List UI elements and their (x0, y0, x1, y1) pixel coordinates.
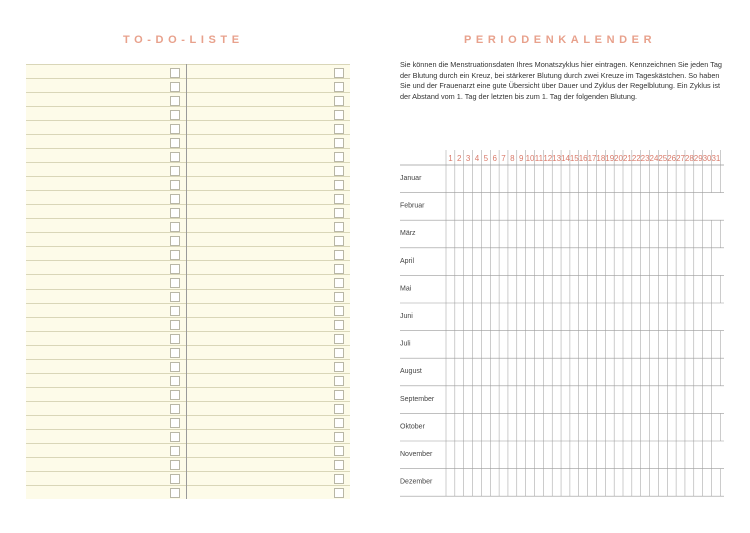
day-number-label: 12 (543, 154, 553, 163)
month-label: August (400, 368, 422, 376)
day-number-label: 23 (640, 154, 650, 163)
day-number-label: 4 (474, 154, 480, 163)
day-number-label: 5 (483, 154, 489, 163)
month-label: März (400, 230, 416, 238)
day-number-label: 6 (492, 154, 497, 163)
day-number-label: 2 (457, 154, 462, 163)
month-label: Mai (400, 285, 412, 293)
day-number-label: 17 (587, 154, 597, 163)
month-label: September (400, 395, 435, 403)
month-label: Dezember (400, 478, 433, 486)
period-calendar-instructions: Sie können die Menstruationsdaten Ihres Monatszyklus hier eintragen. Kennzeichnen Sie jeden Tag der Blutung durch ein Kreuz, bei stärkerer Blutung durch zwei Kreuze im Tageskästchen. So haben Sie und der Frauenarzt eine gute Übersicht über Dauer und Zyklus der Regelblutung. Ein Zyklus ist der Abstand vom 1. Tag der letzten bis zum 1. Tag der folgenden Blutung. (400, 60, 722, 101)
day-number-label: 18 (596, 154, 606, 163)
day-number-label: 19 (605, 154, 615, 163)
day-number-label: 16 (578, 154, 588, 163)
day-number-label: 28 (684, 154, 694, 163)
day-number-label: 8 (510, 154, 515, 163)
day-number-label: 27 (676, 154, 685, 163)
day-number-label: 15 (569, 154, 579, 163)
month-label: Januar (400, 175, 422, 182)
todo-list-title: TO-DO-LISTE (123, 34, 244, 46)
day-number-label: 14 (561, 154, 570, 163)
day-number-label: 31 (711, 154, 721, 163)
day-number-label: 20 (614, 154, 624, 163)
month-label: Juni (400, 313, 413, 320)
day-number-label: 22 (631, 154, 641, 163)
day-number-label: 29 (693, 154, 703, 163)
month-label: Oktober (400, 423, 425, 431)
day-number-label: 24 (649, 154, 659, 163)
day-number-label: 7 (501, 154, 506, 163)
day-number-label: 25 (658, 154, 668, 163)
day-number-label: 30 (702, 154, 712, 163)
day-number-label: 11 (534, 154, 544, 163)
day-number-label: 1 (448, 154, 453, 163)
month-label: Juli (400, 340, 411, 348)
day-number-label: 10 (525, 154, 535, 163)
period-calendar-title: PERIODENKALENDER (464, 34, 657, 46)
day-number-label: 13 (552, 154, 562, 163)
day-number-label: 21 (622, 154, 632, 163)
month-label: April (400, 257, 415, 265)
month-label: Februar (400, 202, 425, 210)
day-number-label: 3 (465, 154, 471, 163)
day-number-label: 9 (518, 154, 524, 163)
day-number-label: 26 (667, 154, 677, 163)
month-label: November (400, 451, 433, 458)
